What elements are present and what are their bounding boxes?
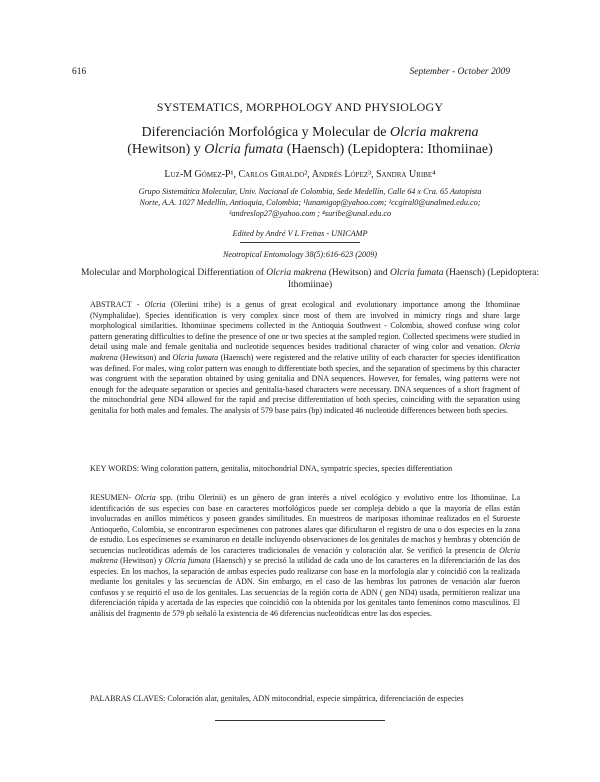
- resumen-text-2: (Hewitson) y: [117, 556, 165, 565]
- resumen-species-1: Olcria makrena: [90, 545, 520, 565]
- palabras-label: PALABRAS CLAVES:: [90, 694, 168, 703]
- abstract-text-1: (Oleriini tribe) is a genus of great ecological and evolutionary importance among the Ithomiinae (Nymphalidae). Species identification is very complex since most of them are involved in mimicry rings and share large morphological similarities. Ithomiinae specimens collected in the Antioquia Southwest - Colombia, showed confuse wing color pattern generating difficulties to define the presence of one or two species at the sampled region. Collected specimens were studied in detail using male and female genitalia and nucleotide sequences besides traditional character of wing color and venation.: [90, 300, 520, 352]
- abstract-genus: Olcria: [144, 300, 166, 309]
- title-part-1: Diferenciación Morfológica y Molecular de: [141, 125, 390, 140]
- title-species-1: Olcria makrena: [389, 125, 479, 140]
- english-title-species-2: Olcria fumata: [389, 268, 444, 278]
- english-title: [80, 268, 540, 291]
- resumen-text-1: spp. (tribu Olerinii) es un género de gran interés a nivel ecológico y evolutivo entre los Ithomiinae. La identificación de sus especies con base en caracteres morfológicos puede ser compleja debido a que la mayoría de ellas están involucradas en anillos miméticos y poseen grandes similitudes. En muestreos de mariposas ithominae realizados en el Suroeste Antioqueño, Colombia, se encontraron especímenes con patrones alares que dificultaron el registro de una o dos especies en la zona de estudio. Los especímenes se examinaron en detalle incluyendo observaciones de los genitales de machos y hembras y obtención de secuencias nucleotídicas además de los caracteres tradicionales de venación y coloración alar. Se verificó la presencia de: [90, 493, 521, 555]
- journal-citation: Neotropical Entomology 38(5):616-623 (2009): [222, 250, 378, 259]
- abstract-species-1: Olcria makrena: [90, 342, 520, 362]
- palabras-claves: [90, 694, 556, 705]
- article-title: [110, 124, 510, 158]
- affiliation-line-2: Norte, A.A. 1027 Medellín, Antioquia, Colombia; ¹lunamigop@yahoo.com; ²ccgiral0@unalmed.edu.co;: [139, 198, 481, 207]
- english-title-part-2: (Hewitson) and: [326, 268, 390, 278]
- resumen-label: RESUMEN-: [90, 493, 135, 502]
- editor-line: Edited by André V L Freitas - UNICAMP: [232, 229, 368, 238]
- title-species-2: Olcria fumata: [204, 142, 284, 157]
- resumen-text-3: (Haensch) y se precisó la utilidad de cada uno de los caracteres en la diferenciación de las dos especies. En los machos, la separación de ambas especies pudo realizarse con base en la morfología alar y coincidió con la realizada mediante los genitales y las secuencias de ADN. Sin embargo, en el caso de las hembras los patrones de venación alar fueron confusos y se requirió el uso de los genitales. Las secuencias de la región corta de ADN ( gen ND4) usada, permitieron realizar una diferenciación rápida y acertada de las especies que coincidió con la obtenida por los genitales tanto femeninos como masculinos. El análisis del fragmento de 579 pb señaló la existencia de 46 diferencias nucleotídicas entre las dos especies.: [90, 556, 520, 618]
- palabras-text: Coloración alar, genitales, ADN mitocondrial, especie simpátrica, diferenciación de especies: [167, 694, 464, 703]
- english-title-species-1: Olcria makrena: [266, 268, 327, 278]
- abstract-species-2: Olcria fumata: [172, 352, 219, 362]
- resumen-genus: Olcria: [134, 493, 156, 502]
- section-heading: SYSTEMATICS, MORPHOLOGY AND PHYSIOLOGY: [156, 100, 444, 114]
- english-title-part-3: (Haensch) (Lepidoptera: Ithomiinae): [287, 268, 540, 290]
- affiliation: [100, 186, 520, 219]
- resumen-species-2: Olcria fumata: [164, 556, 211, 565]
- abstract-label: ABSTRACT -: [90, 300, 145, 309]
- english-title-part-1: Molecular and Morphological Differentiation of: [80, 268, 267, 278]
- keywords-text: Wing coloration pattern, genitalia, mitochondrial DNA, sympatric species, species differentiation: [140, 464, 453, 473]
- issue-date: September - October 2009: [409, 67, 510, 77]
- abstract-text-3: (Haensch) were registered and the relative utility of each character for species identification was defined. For males, wing color pattern was enough to differentiate both species, and the separation of specimens by this character was congruent with the separation obtained by using genitalia and DNA sequences. However, for females, wing patterns were not enough for the adequate separation or species and genitalia-based characters were necessary. DNA sequences of a short fragment of the mitochondrial gene ND4 allowed for the rapid and precise differentiation of both species, coinciding with the separation using genitalia for both males and females. The analysis of 579 base pairs (bp) indicated 46 nucleotide differences between both species.: [90, 352, 521, 415]
- page-number: 616: [72, 67, 87, 77]
- divider-rule: [240, 242, 360, 243]
- title-part-3: (Haensch) (Lepidoptera: Ithomiinae): [283, 142, 493, 157]
- keywords-label: KEY WORDS:: [90, 464, 141, 473]
- affiliation-line-3: ³andreslop27@yahoo.com ; ⁴suribe@unal.edu.co: [228, 209, 392, 218]
- keywords: [90, 464, 556, 475]
- bottom-divider-rule: [215, 720, 385, 721]
- abstract: [90, 300, 520, 417]
- author-list: Luz-M Gómez-P¹, Carlos Giraldo², Andrés López³, Sandra Uribe⁴: [164, 169, 436, 180]
- affiliation-line-1: Grupo Sistemática Molecular, Univ. Nacional de Colombia, Sede Medellín, Calle 64 x Cra. 65 Autopista: [138, 187, 482, 196]
- abstract-text-2: (Hewitson) and: [117, 352, 173, 362]
- resumen: [90, 493, 520, 619]
- title-part-2: (Hewitson) y: [127, 142, 205, 157]
